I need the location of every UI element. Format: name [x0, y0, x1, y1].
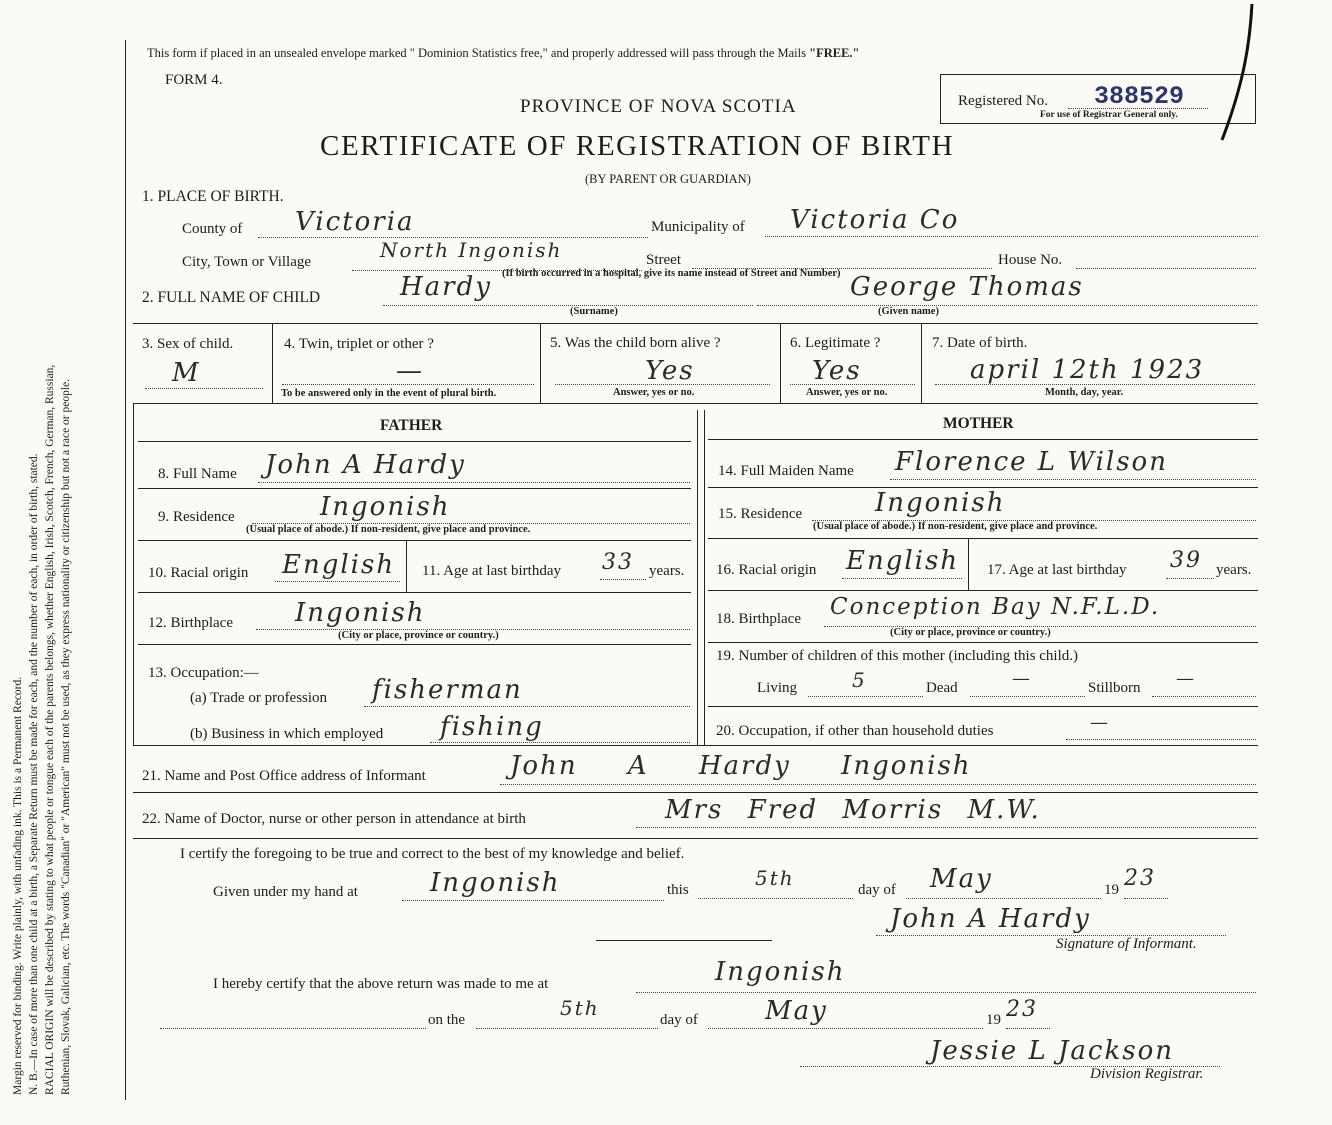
- legitimate-label: 6. Legitimate ?: [790, 335, 881, 351]
- certificate-title: CERTIFICATE OF REGISTRATION OF BIRTH: [320, 130, 955, 162]
- father-age-value: 33: [602, 550, 634, 575]
- twin-value: —: [396, 356, 424, 386]
- surname-note: (Surname): [570, 306, 618, 317]
- father-residence-label: 9. Residence: [158, 509, 235, 525]
- father-racial-sep: [406, 540, 407, 592]
- father-trade-line: [364, 706, 690, 707]
- mother-row-line-3: [708, 590, 1258, 591]
- father-business-value: fishing: [440, 712, 544, 742]
- mother-racial-label: 16. Racial origin: [716, 562, 817, 578]
- mother-age-label: 17. Age at last birthday: [987, 562, 1127, 578]
- dead-value: —: [1012, 668, 1032, 689]
- margin-note-1: Margin reserved for binding. Write plainly, with unfading ink. This is a Permanent Record.: [12, 676, 24, 1095]
- mail-notice-free: "FREE.": [809, 46, 860, 60]
- legitimate-value: Yes: [812, 356, 862, 386]
- registrar-signature: Jessie L Jackson: [930, 1036, 1174, 1066]
- certify-short-line: [596, 940, 772, 941]
- registrar-year-value: 23: [1006, 997, 1038, 1022]
- registrar-month-value: May: [765, 996, 828, 1026]
- twin-label: 4. Twin, triplet or other ?: [284, 336, 434, 352]
- given-day-line: [698, 898, 853, 899]
- mother-occupation-value: —: [1090, 712, 1110, 733]
- mother-age-line: [1166, 578, 1214, 579]
- father-business-label: (b) Business in which employed: [190, 726, 384, 742]
- section-bottom-line: [133, 745, 1258, 746]
- margin-note-3: RACIAL ORIGIN will be described by stating to what people or tongue each of the parents belongs, whether English, Irish, Scotch, French, German, Russian,: [44, 364, 56, 1095]
- living-line: [808, 696, 923, 697]
- city-value: North Ingonish: [380, 238, 563, 262]
- parents-divider-1: [697, 410, 698, 745]
- house-label: House No.: [998, 252, 1063, 268]
- father-business-line: [430, 742, 690, 743]
- alive-value: Yes: [645, 356, 695, 386]
- father-racial-value: English: [282, 550, 396, 580]
- mother-residence-note: (Usual place of abode.) If non-resident, give place and province.: [813, 521, 1098, 532]
- mother-residence-label: 15. Residence: [718, 506, 803, 522]
- father-trade-value: fisherman: [372, 675, 523, 705]
- mother-birthplace-note: (City or place, province or country.): [890, 627, 1051, 638]
- registrar-certify-text: I hereby certify that the above return was made to me at: [213, 976, 549, 992]
- father-birthplace-note: (City or place, province or country.): [338, 630, 499, 641]
- living-label: Living: [757, 680, 797, 696]
- mother-name-value: Florence L Wilson: [895, 447, 1168, 477]
- this-label: this: [667, 882, 689, 898]
- mother-name-label: 14. Full Maiden Name: [718, 463, 854, 479]
- informant-row-line: [133, 792, 1258, 793]
- row3-top-line: [133, 323, 1258, 324]
- doctor-label: 22. Name of Doctor, nurse or other person in attendance at birth: [142, 811, 526, 827]
- county-label: County of: [182, 221, 243, 237]
- on-the-label: on the: [428, 1012, 466, 1028]
- registrar-day-of-label: day of: [660, 1012, 698, 1028]
- sex-value: M: [172, 358, 201, 388]
- division-registrar-label: Division Registrar.: [1090, 1066, 1204, 1082]
- registrar-left-line: [160, 1028, 426, 1029]
- given-year-prefix: 19: [1104, 882, 1119, 898]
- margin-note-4: Ruthenian, Slovak, Galician, etc. The words "Canadian" or "American" must not be used, as they express nationality or citizenship but not a race or people.: [60, 378, 72, 1095]
- informant-value: John A Hardy Ingonish: [510, 751, 972, 781]
- municipality-label: Municipality of: [651, 219, 745, 235]
- dead-line: [970, 696, 1085, 697]
- registrar-place-value: Ingonish: [715, 957, 846, 987]
- mother-occupation-line: [1066, 739, 1256, 740]
- father-age-label: 11. Age at last birthday: [422, 563, 561, 579]
- father-trade-label: (a) Trade or profession: [190, 690, 328, 706]
- mother-age-value: 39: [1170, 548, 1202, 573]
- parents-divider-2: [704, 410, 705, 745]
- father-age-unit: years.: [649, 563, 685, 579]
- mother-name-line: [890, 479, 1256, 480]
- municipality-line: [765, 236, 1258, 237]
- registered-note: For use of Registrar General only.: [1040, 110, 1178, 120]
- given-note: (Given name): [878, 306, 939, 317]
- informant-label: 21. Name and Post Office address of Informant: [142, 768, 426, 784]
- father-name-label: 8. Full Name: [158, 466, 237, 482]
- signature-of-informant-label: Signature of Informant.: [1056, 936, 1197, 952]
- father-name-value: John A Hardy: [265, 450, 466, 480]
- given-day-of-label: day of: [858, 882, 896, 898]
- sex-label: 3. Sex of child.: [142, 336, 234, 352]
- row3-sep-3: [780, 323, 781, 403]
- registrar-year-prefix: 19: [986, 1012, 1001, 1028]
- father-name-line: [258, 482, 690, 483]
- informant-signature: John A Hardy: [890, 904, 1091, 934]
- mother-residence-value: Ingonish: [875, 488, 1006, 518]
- father-birthplace-label: 12. Birthplace: [148, 615, 233, 631]
- father-racial-line: [275, 581, 400, 582]
- street-label: Street: [646, 252, 681, 268]
- margin-notes: [10, 35, 74, 1095]
- given-line: [757, 305, 1257, 306]
- given-day-value: 5th: [755, 866, 795, 890]
- municipality-value: Victoria Co: [790, 205, 960, 235]
- given-place-line: [402, 900, 664, 901]
- registered-number: 388529: [1094, 82, 1185, 111]
- dob-label: 7. Date of birth.: [932, 335, 1028, 351]
- doctor-row-line: [133, 838, 1258, 839]
- place-of-birth-heading: 1. PLACE OF BIRTH.: [142, 188, 284, 205]
- section-left-border: [133, 403, 134, 745]
- doctor-line: [636, 827, 1256, 828]
- twin-note: To be answered only in the event of plural birth.: [281, 388, 497, 399]
- stillborn-label: Stillborn: [1088, 680, 1141, 696]
- row3-bottom-line: [133, 403, 1258, 404]
- mother-row-line-2: [708, 538, 1258, 539]
- mother-racial-line: [842, 578, 962, 579]
- legitimate-note: Answer, yes or no.: [806, 387, 888, 398]
- informant-line: [500, 784, 1256, 785]
- father-residence-note: (Usual place of abode.) If non-resident, give place and province.: [246, 524, 531, 535]
- mother-racial-value: English: [846, 546, 960, 576]
- row3-sep-4: [921, 323, 922, 403]
- registrar-year-line: [1006, 1028, 1050, 1029]
- father-row-line-3: [138, 592, 691, 593]
- registrar-place-line: [636, 992, 1256, 993]
- father-heading-line: [138, 441, 691, 442]
- alive-label: 5. Was the child born alive ?: [550, 335, 721, 351]
- surname-line: [383, 305, 753, 306]
- father-occupation-label: 13. Occupation:—: [148, 665, 259, 681]
- given-under-label: Given under my hand at: [213, 884, 358, 900]
- hospital-note: (If birth occurred in a hospital, give its name instead of Street and Number): [502, 268, 841, 279]
- doctor-value: Mrs Fred Morris M.W.: [665, 795, 1041, 825]
- form-number: FORM 4.: [165, 72, 223, 88]
- stillborn-value: —: [1176, 668, 1196, 689]
- father-row-line-1: [138, 488, 691, 489]
- mail-notice: This form if placed in an unsealed envelope marked " Dominion Statistics free," and properly addressed will pass through the Mails "FREE.": [147, 46, 860, 60]
- father-row-line-4: [138, 644, 691, 645]
- dob-value: april 12th 1923: [970, 355, 1205, 385]
- father-racial-label: 10. Racial origin: [148, 565, 249, 581]
- mother-children-label: 19. Number of children of this mother (including this child.): [716, 648, 1079, 664]
- mother-occupation-label: 20. Occupation, if other than household duties: [716, 723, 994, 739]
- given-place-value: Ingonish: [430, 868, 561, 898]
- given-month-value: May: [930, 864, 993, 894]
- child-surname: Hardy: [400, 272, 492, 302]
- house-line: [1076, 268, 1256, 269]
- mother-age-unit: years.: [1216, 562, 1252, 578]
- given-year-line: [1124, 898, 1168, 899]
- child-given-name: George Thomas: [850, 272, 1084, 302]
- margin-note-2: N. B.—In case of more than one child at a birth, a Separate Return must be made for each, and the number of each, in order of birth, stated.: [28, 453, 40, 1095]
- registered-label: Registered No.: [958, 93, 1048, 109]
- father-row-line-2: [138, 540, 691, 541]
- binding-margin-line: [125, 40, 126, 1100]
- certify-text: I certify the foregoing to be true and correct to the best of my knowledge and belief.: [180, 846, 685, 862]
- father-residence-value: Ingonish: [320, 492, 451, 522]
- given-month-line: [906, 898, 1101, 899]
- sex-line: [145, 388, 263, 389]
- stillborn-line: [1152, 696, 1256, 697]
- registrar-day-value: 5th: [560, 996, 600, 1020]
- registrar-day-line: [476, 1028, 658, 1029]
- living-value: 5: [852, 668, 867, 692]
- certificate-subtitle: (BY PARENT OR GUARDIAN): [585, 172, 751, 186]
- row3-sep-1: [272, 323, 273, 403]
- mother-racial-sep: [968, 538, 969, 590]
- county-value: Victoria: [295, 207, 415, 237]
- city-label: City, Town or Village: [182, 254, 312, 270]
- mother-row-line-5: [708, 706, 1258, 707]
- father-heading: FATHER: [380, 417, 443, 434]
- registrar-month-line: [708, 1028, 983, 1029]
- mother-heading-line: [708, 439, 1258, 440]
- child-name-label: 2. FULL NAME OF CHILD: [142, 289, 321, 306]
- alive-note: Answer, yes or no.: [613, 387, 695, 398]
- mother-heading: MOTHER: [943, 415, 1014, 432]
- province-heading: PROVINCE OF NOVA SCOTIA: [520, 96, 797, 117]
- dead-label: Dead: [926, 680, 958, 696]
- mother-birthplace-label: 18. Birthplace: [716, 611, 801, 627]
- mother-birthplace-value: Conception Bay N.F.L.D.: [830, 594, 1161, 620]
- father-birthplace-value: Ingonish: [295, 598, 426, 628]
- given-year-value: 23: [1124, 866, 1156, 891]
- mother-row-line-4: [708, 642, 1258, 643]
- row3-sep-2: [540, 323, 541, 403]
- dob-note: Month, day, year.: [1045, 387, 1124, 398]
- father-age-line: [600, 579, 646, 580]
